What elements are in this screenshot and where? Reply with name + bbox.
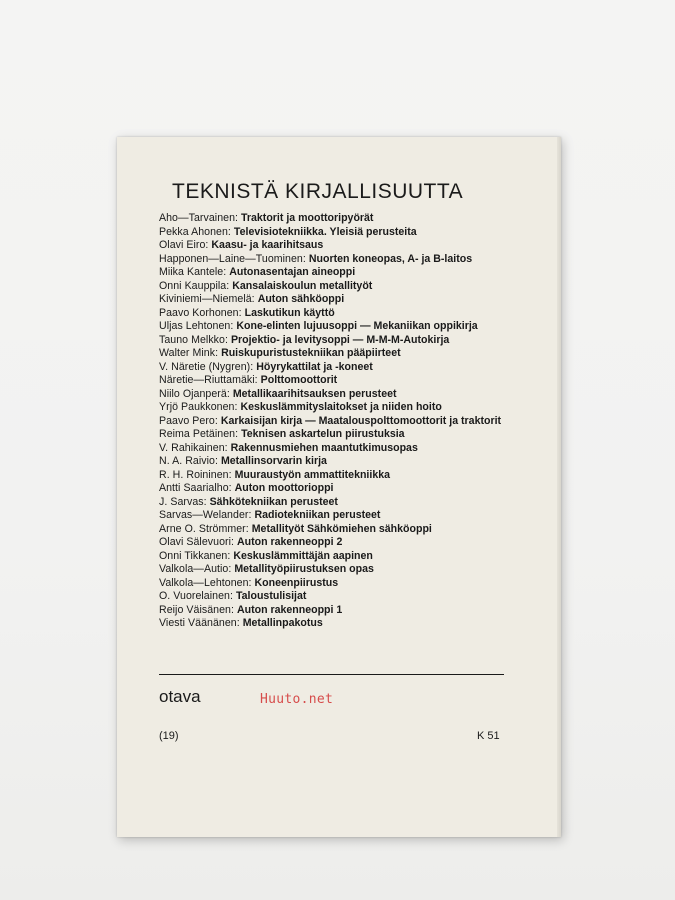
book-title: Metallityöt Sähkömiehen sähköoppi xyxy=(251,522,432,535)
author-name: Happonen—Laine—Tuominen: xyxy=(159,252,309,265)
book-title: Laskutikun käyttö xyxy=(244,306,335,319)
author-name: O. Vuorelainen: xyxy=(159,590,236,602)
author-name: Paavo Pero: xyxy=(159,414,221,427)
list-item xyxy=(159,334,551,348)
author-name: Valkola—Lehtonen: xyxy=(159,576,255,589)
author-name: Miika Kantele: xyxy=(159,266,230,278)
book-title: Keskuslämmityslaitokset ja niiden hoito xyxy=(240,401,442,413)
author-name: Aho—Tarvainen: xyxy=(159,212,242,224)
book-title: Metallikaarihitsauksen perusteet xyxy=(232,387,397,400)
list-item xyxy=(159,266,551,280)
list-item xyxy=(159,212,551,226)
list-item xyxy=(159,523,551,537)
author-name: V. Näretie (Nygren): xyxy=(159,360,257,373)
author-name: Kiviniemi—Niemelä: xyxy=(159,293,258,305)
book-title: Koneenpiirustus xyxy=(254,576,339,589)
author-name: Valkola—Autio: xyxy=(159,563,235,575)
cover-heading: TEKNISTÄ KIRJALLISUUTTA xyxy=(172,180,464,203)
list-item xyxy=(159,617,551,631)
author-name: Yrjö Paukkonen: xyxy=(159,401,241,413)
series-number: (19) xyxy=(159,730,179,742)
list-item xyxy=(159,253,551,267)
list-item xyxy=(159,374,551,388)
list-item xyxy=(159,428,551,442)
book-title: Sähkötekniikan perusteet xyxy=(209,495,338,508)
author-name: N. A. Raivio: xyxy=(159,455,221,467)
separator-line xyxy=(159,674,504,675)
list-item xyxy=(159,401,551,415)
author-name: Onni Tikkanen: xyxy=(159,549,234,562)
list-item xyxy=(159,280,551,294)
book-title: Metallinpakotus xyxy=(242,617,323,629)
book-title: Auton sähköoppi xyxy=(257,293,345,305)
list-item xyxy=(159,590,551,604)
list-item xyxy=(159,563,551,577)
author-name: Onni Kauppila: xyxy=(159,279,233,292)
book-title: Kansalaiskoulun metallityöt xyxy=(232,279,373,292)
list-item xyxy=(159,482,551,496)
author-name: J. Sarvas: xyxy=(159,495,210,508)
list-item xyxy=(159,226,551,240)
author-name: Tauno Melkko: xyxy=(159,333,231,346)
book-title: Projektio- ja levitysoppi — M-M-M-Autokirja xyxy=(230,333,450,346)
author-name: Arne O. Strömmer: xyxy=(159,522,252,535)
book-title: Nuorten koneopas, A- ja B-laitos xyxy=(308,252,473,265)
book-title: Teknisen askartelun piirustuksia xyxy=(241,428,405,440)
author-name: Sarvas—Welander: xyxy=(159,509,255,521)
book-title: Auton rakenneoppi 1 xyxy=(236,603,343,616)
book-title: Ruiskupuristustekniikan pääpiirteet xyxy=(221,347,401,359)
list-item xyxy=(159,307,551,321)
book-title: Radiotekniikan perusteet xyxy=(254,509,381,521)
list-item xyxy=(159,347,551,361)
author-name: Antti Saarialho: xyxy=(159,482,235,494)
book-title: Autonasentajan aineoppi xyxy=(229,266,356,278)
author-name: Viesti Väänänen: xyxy=(159,617,243,629)
book-title: Kone-elinten lujuusoppi — Mekaniikan oppikirja xyxy=(236,320,478,332)
book-list xyxy=(159,212,551,631)
list-item xyxy=(159,239,551,253)
book-title: Auton moottorioppi xyxy=(234,482,334,494)
list-item xyxy=(159,469,551,483)
book-title: Traktorit ja moottoripyörät xyxy=(241,212,374,224)
book-title: Rakennusmiehen maantutkimusopas xyxy=(230,441,418,454)
author-name: Reijo Väisänen: xyxy=(159,603,237,616)
author-name: Walter Mink: xyxy=(159,347,222,359)
author-name: Reima Petäinen: xyxy=(159,428,242,440)
book-title: Keskuslämmittäjän aapinen xyxy=(233,549,373,562)
book-spine-edge xyxy=(557,137,561,837)
author-name: R. H. Roininen: xyxy=(159,468,235,481)
book-title: Kaasu- ja kaarihitsaus xyxy=(211,239,324,251)
list-item xyxy=(159,496,551,510)
book-title: Muuraustyön ammattitekniikka xyxy=(234,468,390,481)
publisher-name: otava xyxy=(159,687,201,706)
book-title: Polttomoottorit xyxy=(260,374,338,386)
book-title: Auton rakenneoppi 2 xyxy=(236,536,343,548)
author-name: V. Rahikainen: xyxy=(159,441,231,454)
author-name: Paavo Korhonen: xyxy=(159,306,245,319)
list-item xyxy=(159,577,551,591)
book-title: Televisiotekniikka. Yleisiä perusteita xyxy=(233,225,417,238)
list-item xyxy=(159,320,551,334)
author-name: Pekka Ahonen: xyxy=(159,225,234,238)
list-item xyxy=(159,361,551,375)
list-item xyxy=(159,415,551,429)
book-title: Taloustulisijat xyxy=(235,590,307,602)
list-item xyxy=(159,293,551,307)
author-name: Niilo Ojanperä: xyxy=(159,387,233,400)
author-name: Olavi Eiro: xyxy=(159,239,212,251)
author-name: Olavi Sälevuori: xyxy=(159,536,237,548)
book-title: Metallityöpiirustuksen opas xyxy=(234,563,374,575)
list-item xyxy=(159,550,551,564)
author-name: Näretie—Riuttamäki: xyxy=(159,374,261,386)
book-back-cover xyxy=(117,137,561,837)
book-title: Karkaisijan kirja — Maatalouspolttomoottorit ja traktorit xyxy=(220,414,502,427)
book-title: Höyrykattilat ja -koneet xyxy=(256,360,373,373)
author-name: Uljas Lehtonen: xyxy=(159,320,237,332)
list-item xyxy=(159,388,551,402)
watermark-text: Huuto.net xyxy=(260,692,334,707)
book-title: Metallinsorvarin kirja xyxy=(220,455,327,467)
catalog-code: K 51 xyxy=(477,730,500,742)
list-item xyxy=(159,536,551,550)
list-item xyxy=(159,455,551,469)
list-item xyxy=(159,604,551,618)
list-item xyxy=(159,442,551,456)
list-item xyxy=(159,509,551,523)
